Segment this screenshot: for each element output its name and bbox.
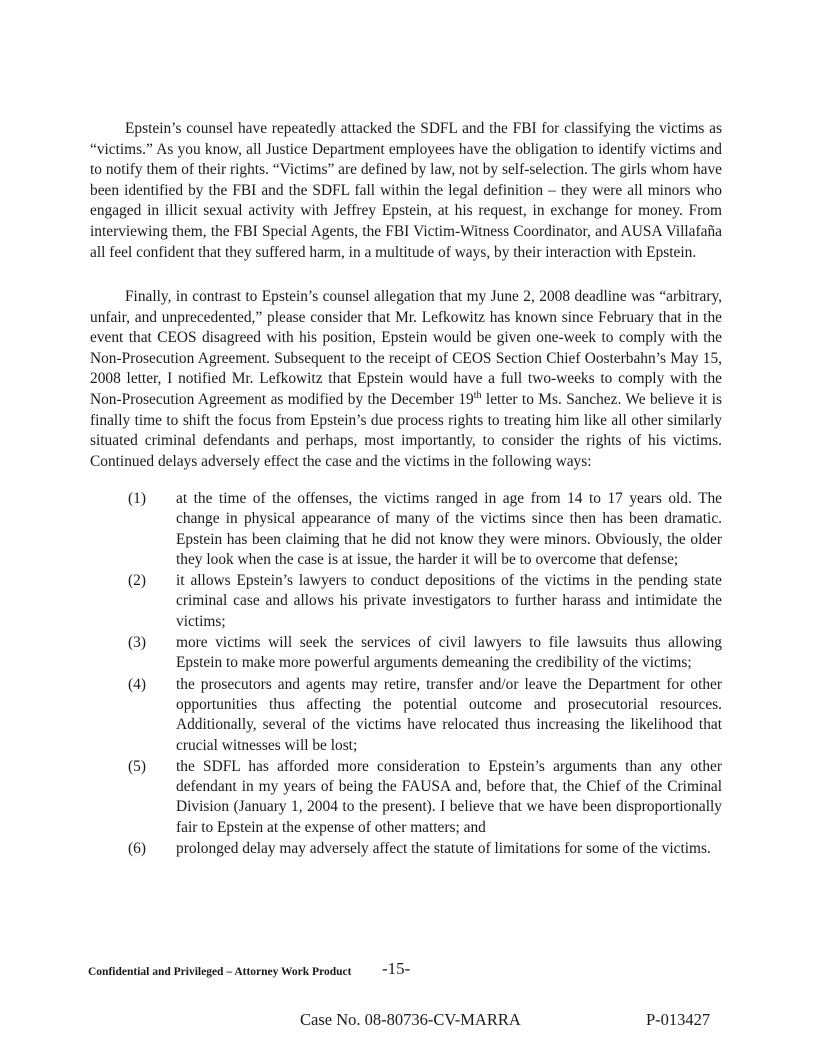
list-item: [128, 675, 722, 756]
list-item-number: (1): [128, 490, 146, 507]
list-item-number: (6): [128, 840, 146, 858]
bates-number: P-013427: [646, 1010, 711, 1029]
list-item-number: (2): [128, 572, 146, 590]
list-item: [128, 571, 722, 632]
list-item-text: the prosecutors and agents may retire, transfer and/or leave the Department for other opportunities thus affecting the potential outcome and prosecutorial resources. Additionally, several of the victims have relocated thus increasing the likelihood that crucial witnesses will be lost;: [176, 675, 722, 754]
list-item-text: at the time of the offenses, the victims ranged in age from 14 to 17 years old. The change in physical appearance of many of the victims since then has been dramatic. Epstein has been claiming that he did not know they were minors. Obviously, the older they look when the case is at issue, the harder it will be to overcome that defense;: [176, 490, 722, 568]
list-item-text: it allows Epstein’s lawyers to conduct depositions of the victims in the pending state criminal case and allows his private investigators to further harass and intimidate the victims;: [176, 572, 722, 630]
paragraph-text: Finally, in contrast to Epstein’s counsel allegation that my June 2, 2008 deadline was “arbitrary, unfair, and unprecedented,” please consider that Mr. Lefkowitz has known since February that in the event that CEOS disagreed with his position, Epstein would be given one-week to comply with the Non-Prosecution Agreement. Subsequent to the receipt of CEOS Section Chief Oosterbahn’s May 15, 2008 letter, I notified Mr. Lefkowitz that Epstein would have a full two-weeks to comply with the Non-Prosecution Agreement as modified by the December 19: [90, 288, 722, 408]
case-number: Case No. 08-80736-CV-MARRA: [300, 1010, 521, 1029]
list-item-number: (5): [128, 757, 146, 775]
body-paragraph-deadline: [90, 287, 722, 472]
list-item-text: more victims will seek the services of civil lawyers to file lawsuits thus allowing Epstein to make more powerful arguments demeaning the credibility of the victims;: [176, 634, 722, 672]
body-paragraph-victims-definition: Epstein’s counsel have repeatedly attacked the SDFL and the FBI for classifying the victims as “victims.” As you know, all Justice Department employees have the obligation to identify victims and to notify them of their rights. “Victims” are defined by law, not by self-selection. The girls whom have been identified by the FBI and the SDFL fall within the legal definition – they were all minors who engaged in illicit sexual activity with Jeffrey Epstein, at his request, in exchange for money. From interviewing them, the FBI Special Agents, the FBI Victim-Witness Coordinator, and AUSA Villafaña all feel confident that they suffered harm, in a multitude of ways, by their interaction with Epstein.: [90, 120, 722, 261]
list-item-number: (4): [128, 675, 146, 693]
list-item-text: the SDFL has afforded more consideration to Epstein’s arguments than any other defendant in my years of being the FAUSA and, before that, the Chief of the Criminal Division (January 1, 2004 to the present). I believe that we have been disproportionally fair to Epstein at the expense of other matters; and: [176, 757, 722, 836]
list-item-text: prolonged delay may adversely affect the statute of limitations for some of the victims.: [176, 840, 711, 858]
ordinal-superscript: th: [473, 389, 482, 401]
list-item: [128, 839, 722, 859]
list-item: [128, 489, 722, 570]
list-item: [128, 757, 722, 838]
adverse-effects-list: [128, 489, 722, 860]
list-item: [128, 633, 722, 674]
page-number: -15-: [382, 959, 411, 978]
confidentiality-notice: Confidential and Privileged – Attorney Work Product: [88, 966, 352, 978]
list-item-number: (3): [128, 634, 146, 652]
paragraph-text-continued: letter to Ms. Sanchez. We believe it is finally time to shift the focus from Epstein’s due process rights to treating him like all other similarly situated criminal defendants and perhaps, most importantly, to consider the rights of his victims. Continued delays adversely effect the case and the victims in the following ways:: [90, 390, 722, 470]
